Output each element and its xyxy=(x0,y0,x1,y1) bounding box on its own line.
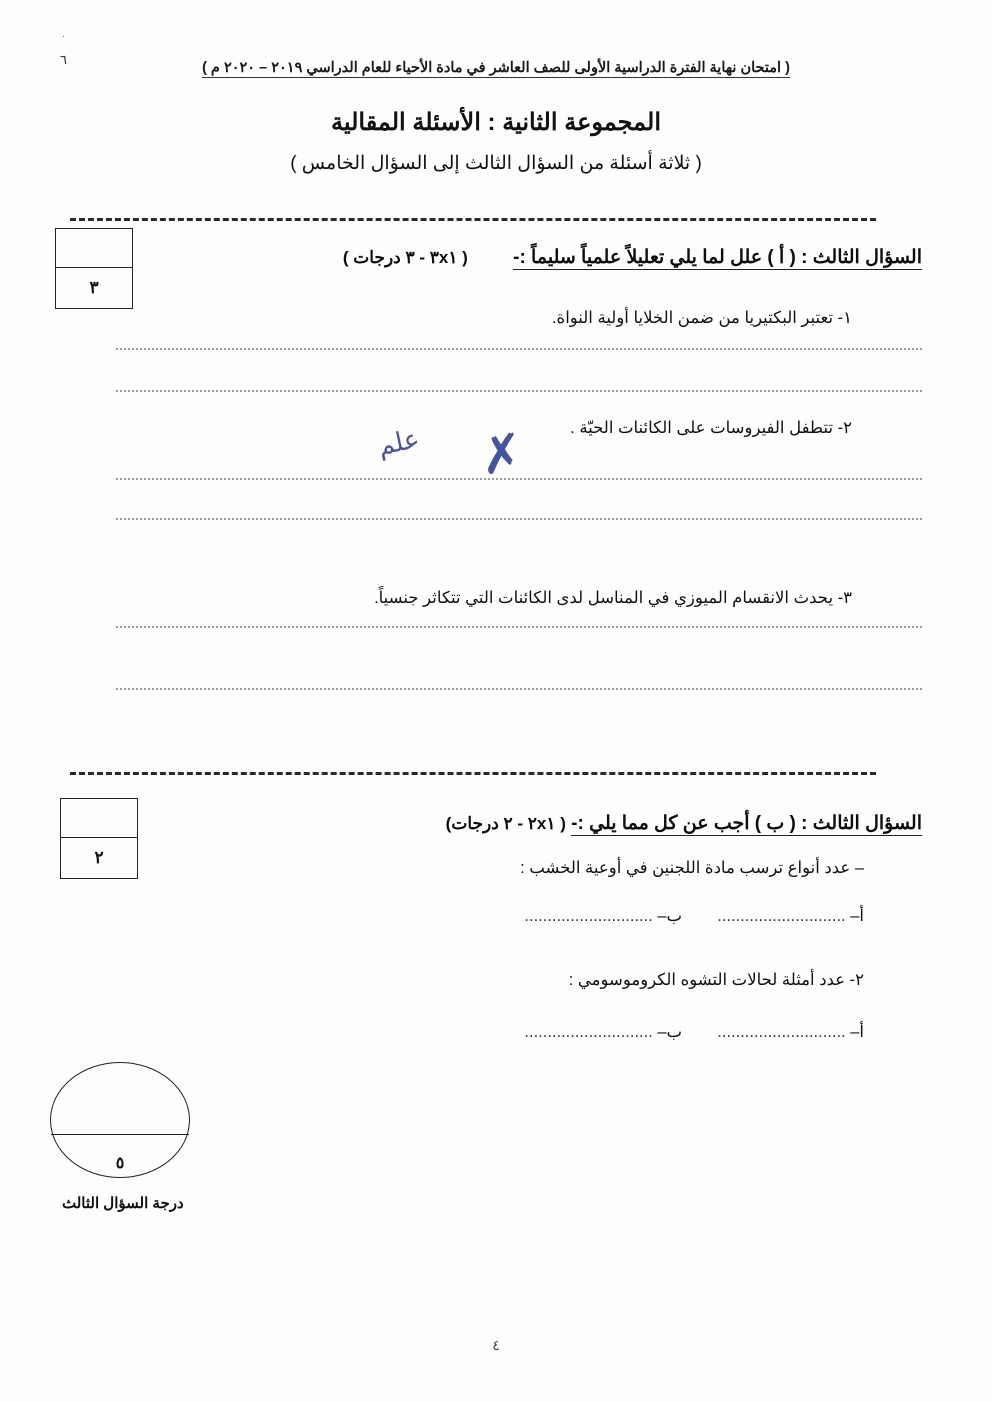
exam-header-text: ( امتحان نهاية الفترة الدراسية الأولى للصف العاشر في مادة الأحياء للعام الدراسي ٢٠١٩ – ٢٠٢٠ م ) xyxy=(202,60,790,76)
page-number: ٤ xyxy=(492,1337,500,1353)
blank-1-a-dots[interactable]: ............................ xyxy=(717,907,846,925)
question3a-item-2: ٢- تتطفل الفيروسات على الكائنات الحيّة . xyxy=(570,419,852,437)
question3a-item-1: ١- تعتبر البكتيريا من ضمن الخلايا أولية النواة. xyxy=(551,309,852,327)
question3b-title xyxy=(446,812,922,835)
divider-middle xyxy=(70,772,876,775)
corner-mark: ٦ xyxy=(60,52,67,67)
handwritten-note: علم xyxy=(375,424,423,462)
blank-1-b-label: ب– xyxy=(657,907,683,925)
question3b-title-text: السؤال الثالث : ( ب ) أجب عن كل مما يلي :- xyxy=(571,813,922,834)
blank-2-a-label: أ– xyxy=(850,1023,864,1041)
corner-dot-mark: . xyxy=(62,28,66,40)
blank-1-b-dots[interactable]: ............................ xyxy=(524,907,653,925)
answer-line-3a[interactable] xyxy=(116,626,922,628)
question3b-item-1-blanks xyxy=(524,906,864,926)
total-grade-label: درجة السؤال الثالث xyxy=(62,1195,184,1212)
question3b-item-2-prompt: ٢- عدد أمثلة لحالات التشوه الكروموسومي : xyxy=(568,971,864,989)
blank-2-a-dots[interactable]: ............................ xyxy=(717,1023,846,1041)
group-title: المجموعة الثانية : الأسئلة المقالية xyxy=(330,109,662,136)
answer-line-1a[interactable] xyxy=(116,348,922,350)
question3a-title-text: السؤال الثالث : ( أ ) علل لما يلي تعليلاً علمياً سليماً :- xyxy=(513,247,922,268)
question3b-item-2-blanks xyxy=(524,1022,864,1042)
question3a-marks: ( ٣x١ - ٣ درجات ) xyxy=(342,248,468,267)
score-box-q3a-empty[interactable] xyxy=(56,229,132,268)
blank-2-b-dots[interactable]: ............................ xyxy=(524,1023,653,1041)
question3b-marks: ( ٢x١ - ٢ درجات) xyxy=(445,814,566,833)
answer-line-2a[interactable] xyxy=(116,478,922,480)
blank-1-a-label: أ– xyxy=(850,907,864,925)
score-box-q3b-empty[interactable] xyxy=(61,799,137,838)
score-box-q3b xyxy=(60,798,138,879)
score-box-q3a-value: ٣ xyxy=(89,278,99,297)
total-grade-circle xyxy=(50,1062,190,1178)
score-box-q3a xyxy=(55,228,133,309)
grade-circle-divider xyxy=(51,1134,189,1135)
group-subtitle: ( ثلاثة أسئلة من السؤال الثالث إلى السؤال الخامس ) xyxy=(290,153,702,174)
divider-top xyxy=(70,218,876,221)
score-box-q3b-value: ٢ xyxy=(94,848,104,867)
handwritten-x-mark: ✗ xyxy=(476,422,528,488)
answer-line-3b[interactable] xyxy=(116,688,922,690)
answer-line-2b[interactable] xyxy=(116,518,922,520)
blank-2-b-label: ب– xyxy=(657,1023,683,1041)
total-grade-value: ٥ xyxy=(115,1155,125,1172)
answer-line-1b[interactable] xyxy=(116,390,922,392)
question3b-item-1-prompt: – عدد أنواع ترسب مادة اللجنين في أوعية الخشب : xyxy=(520,859,864,877)
question3a-title xyxy=(343,246,922,269)
question3a-item-3: ٣- يحدث الانقسام الميوزي في المناسل لدى الكائنات التي تتكاثر جنسياً. xyxy=(374,589,852,607)
exam-header xyxy=(0,60,992,76)
